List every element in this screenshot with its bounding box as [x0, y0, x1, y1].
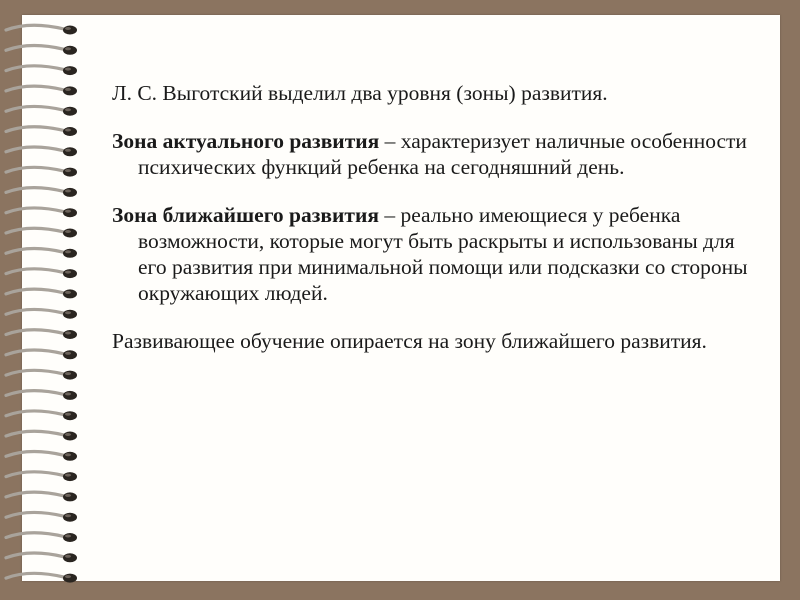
paragraph-term: Зона актуального развития — [112, 129, 380, 153]
paragraph-text: – характеризует наличные особенности психических функций ребенка на сегодняшний день. — [138, 129, 747, 179]
paragraph-conclusion — [112, 328, 752, 354]
paragraph-proximal-zone — [112, 202, 752, 306]
paragraph-intro — [112, 80, 752, 106]
paragraph-text: Л. С. Выготский выделил два уровня (зоны) развития. — [112, 81, 608, 105]
paragraph-term: Зона ближайшего развития — [112, 203, 379, 227]
slide-body — [112, 80, 752, 376]
paragraph-actual-zone — [112, 128, 752, 180]
paragraph-text: – реально имеющиеся у ребенка возможности, которые могут быть раскрыты и использованы для его развития при минимальной помощи или подсказки со стороны окружающих людей. — [138, 203, 748, 305]
paragraph-text: Развивающее обучение опирается на зону ближайшего развития. — [112, 329, 707, 353]
